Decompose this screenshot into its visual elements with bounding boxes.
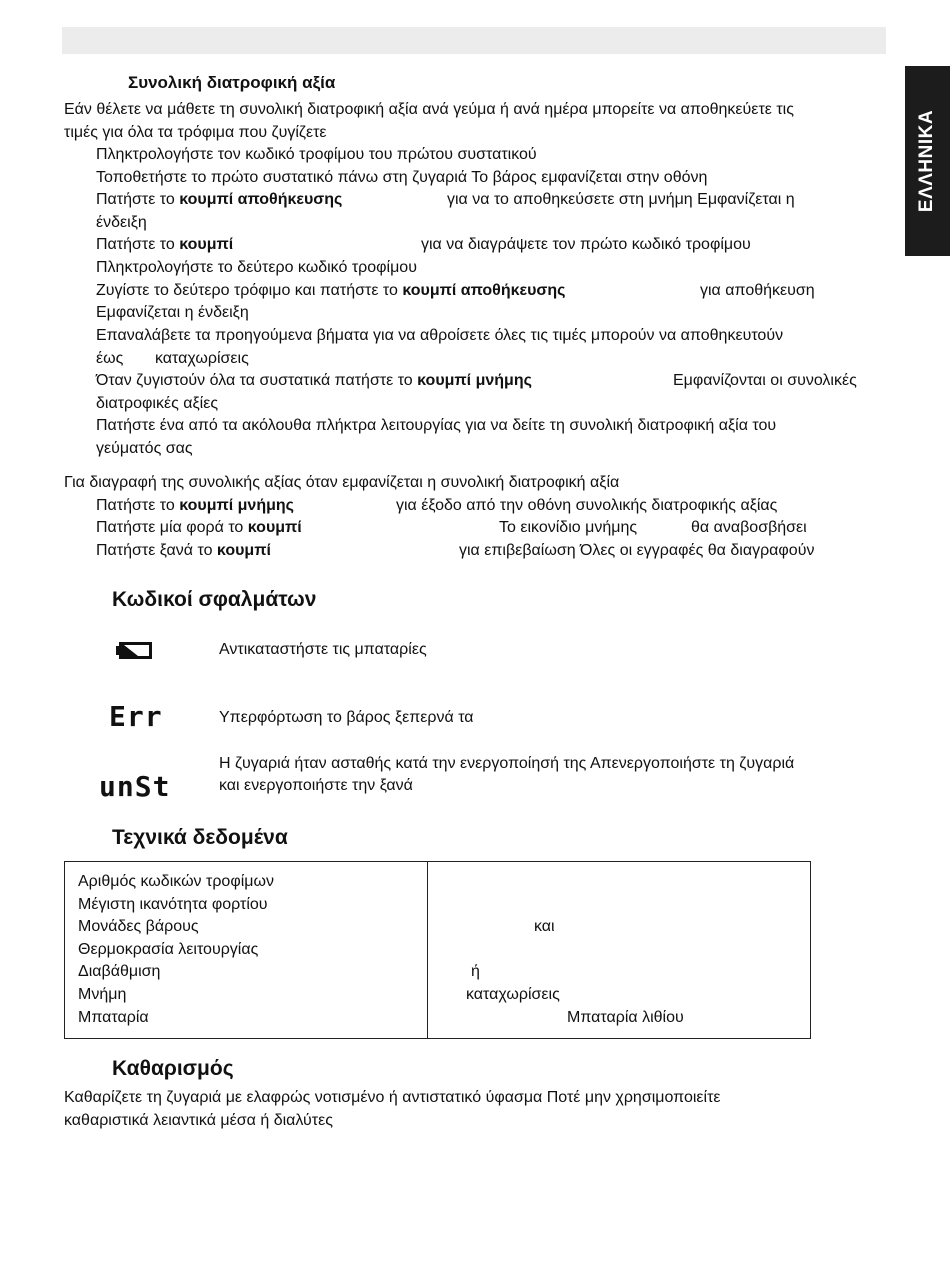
low-battery-icon (116, 641, 154, 661)
step-8-pre: Όταν ζυγιστούν όλα τα συστατικά πατήστε το (96, 372, 418, 389)
intro-line-1: Εάν θέλετε να μάθετε τη συνολική διατροφική αξία ανά γεύμα ή ανά ημέρα μπορείτε να αποθηκεύετε τις (64, 101, 794, 118)
spec-graduation-or: ή (471, 963, 480, 980)
language-tab (905, 66, 950, 256)
step-6 (96, 282, 565, 300)
specs-labels-cell (65, 862, 428, 1039)
step-1: Πληκτρολογήστε τον κωδικό τροφίμου του πρώτου συστατικού (96, 146, 537, 163)
delete-intro: Για διαγραφή της συνολικής αξίας όταν εμφανίζεται η συνολική διατροφική αξία (64, 474, 620, 491)
step-8-bold: κουμπί μνήμης (417, 372, 532, 389)
section-title-cleaning: Καθαρισμός (112, 1057, 234, 1080)
header-bar (62, 27, 886, 54)
step-4-bold: κουμπί (179, 236, 234, 253)
delete-step-2-mid: Το εικονίδιο μνήμης (499, 519, 638, 536)
spec-label: Διαβάθμιση (78, 963, 161, 980)
language-tab-label: ΕΛΛΗΝΙΚΑ (916, 109, 938, 213)
section-title-specs: Τεχνικά δεδομένα (112, 826, 288, 849)
delete-step-2 (96, 519, 302, 537)
delete-step-1-pre: Πατήστε το (96, 497, 180, 514)
step-7: Επαναλάβετε τα προηγούμενα βήματα για να αθροίσετε όλες τις τιμές μπορούν να αποθηκευτούν (96, 327, 784, 344)
delete-step-3-pre: Πατήστε ξανά το (96, 542, 217, 559)
err-code-display: Err (109, 700, 163, 733)
spec-units-and: και (534, 918, 555, 935)
step-8-post: Εμφανίζονται οι συνολικές (673, 372, 857, 389)
section-title-errors: Κωδικοί σφαλμάτων (112, 588, 317, 611)
spec-label: Αριθμός κωδικών τροφίμων (78, 873, 274, 890)
step-5: Πληκτρολογήστε το δεύτερο κωδικό τροφίμου (96, 259, 417, 276)
unstable-error-line-1: Η ζυγαριά ήταν ασταθής κατά την ενεργοποίησή της Απενεργοποιήστε τη ζυγαριά (219, 755, 795, 772)
step-8-line-2: διατροφικές αξίες (96, 395, 219, 412)
delete-step-1-bold: κουμπί μνήμης (179, 497, 294, 514)
delete-step-2-bold: κουμπί (247, 519, 302, 536)
step-4-pre: Πατήστε το (96, 236, 180, 253)
spec-battery-type: Μπαταρία λιθίου (567, 1009, 684, 1026)
delete-step-2-pre: Πατήστε μία φορά το (96, 519, 248, 536)
battery-error-text: Αντικαταστήστε τις μπαταρίες (219, 641, 427, 658)
step-9-line-2: γεύματός σας (96, 440, 193, 457)
step-8 (96, 372, 532, 390)
spec-label: Μέγιστη ικανότητα φορτίου (78, 896, 268, 913)
step-4-post: για να διαγράψετε τον πρώτο κωδικό τροφίμου (421, 236, 751, 253)
step-6-pre: Ζυγίστε το δεύτερο τρόφιμο και πατήστε το (96, 282, 403, 299)
step-3-line-2: ένδειξη (96, 214, 147, 231)
specs-table (64, 861, 811, 1039)
spec-label: Θερμοκρασία λειτουργίας (78, 941, 259, 958)
step-7-line-2b: καταχωρίσεις (155, 350, 249, 367)
cleaning-line-1: Καθαρίζετε τη ζυγαριά με ελαφρώς νοτισμένο ή αντιστατικό ύφασμα Ποτέ μην χρησιμοποιείτε (64, 1089, 721, 1106)
spec-label: Μπαταρία (78, 1009, 149, 1026)
step-9: Πατήστε ένα από τα ακόλουθα πλήκτρα λειτουργίας για να δείτε τη συνολική διατροφική αξία του (96, 417, 777, 434)
step-2: Τοποθετήστε το πρώτο συστατικό πάνω στη ζυγαριά Το βάρος εμφανίζεται στην οθόνη (96, 169, 708, 186)
spec-memory-entries: καταχωρίσεις (466, 986, 560, 1003)
step-3-bold: κουμπί αποθήκευσης (179, 191, 343, 208)
cleaning-line-2: καθαριστικά λειαντικά μέσα ή διαλύτες (64, 1112, 333, 1129)
delete-step-3-bold: κουμπί (216, 542, 271, 559)
delete-step-3 (96, 542, 271, 560)
delete-step-1 (96, 497, 294, 515)
step-6-post: για αποθήκευση (700, 282, 815, 299)
step-3 (96, 191, 342, 209)
step-3-pre: Πατήστε το (96, 191, 180, 208)
step-6-bold: κουμπί αποθήκευσης (402, 282, 566, 299)
step-4 (96, 236, 233, 254)
spec-label: Μνήμη (78, 986, 127, 1003)
unst-code-display: unSt (99, 770, 171, 803)
step-7-line-2a: έως (96, 350, 124, 367)
delete-step-1-post: για έξοδο από την οθόνη συνολικής διατροφικής αξίας (396, 497, 778, 514)
spec-label: Μονάδες βάρους (78, 918, 199, 935)
specs-values-cell (428, 862, 811, 1039)
delete-step-2-post: θα αναβοσβήσει (691, 519, 807, 536)
overload-error-text: Υπερφόρτωση το βάρος ξεπερνά τα (219, 709, 474, 726)
step-6-line-2: Εμφανίζεται η ένδειξη (96, 304, 249, 321)
section-title-total-nutrition: Συνολική διατροφική αξία (128, 73, 336, 92)
unstable-error-line-2: και ενεργοποιήστε την ξανά (219, 777, 413, 794)
intro-line-2: τιμές για όλα τα τρόφιμα που ζυγίζετε (64, 124, 327, 141)
step-3-post: για να το αποθηκεύσετε στη μνήμη Εμφανίζεται η (447, 191, 795, 208)
delete-step-3-post: για επιβεβαίωση Όλες οι εγγραφές θα διαγραφούν (459, 542, 815, 559)
